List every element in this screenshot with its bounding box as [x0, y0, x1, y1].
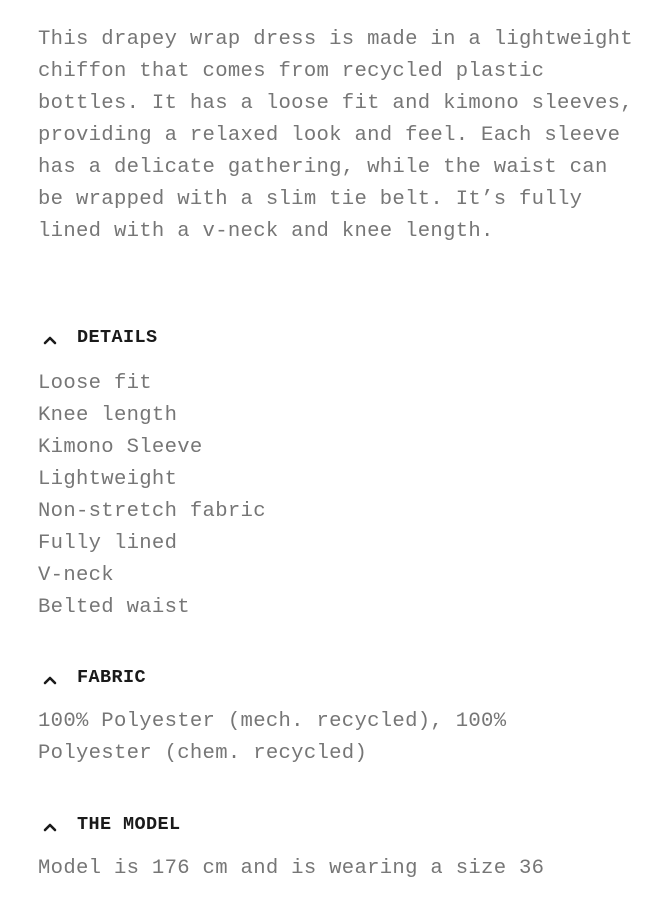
list-item: Kimono Sleeve [38, 436, 203, 459]
details-list [38, 368, 638, 624]
list-item: Belted waist [38, 596, 190, 619]
product-description: This drapey wrap dress is made in a lightweight chiffon that comes from recycled plastic bottles. It has a loose fit and kimono sleeves, providing a relaxed look and feel. Each sleeve has a delicate gathering, while the waist can be wrapped with a slim tie belt. It’s fully lined with a v-neck and knee length. [38, 28, 633, 243]
list-item: Non-stretch fabric [38, 500, 266, 523]
product-info [38, 24, 638, 880]
model-toggle[interactable] [38, 811, 638, 837]
details-section [38, 324, 638, 624]
fabric-composition: 100% Polyester (mech. recycled), 100% Polyester (chem. recycled) [38, 710, 507, 765]
model-size-info: Model is 176 cm and is wearing a size 36 [38, 857, 545, 880]
fabric-title: FABRIC [77, 666, 147, 688]
details-toggle[interactable] [38, 324, 638, 350]
fabric-section [38, 664, 638, 770]
chevron-up-icon [43, 675, 55, 685]
list-item: Fully lined [38, 532, 178, 555]
model-title: THE MODEL [77, 813, 181, 835]
list-item: Lightweight [38, 468, 178, 491]
chevron-up-icon [43, 335, 55, 345]
fabric-toggle[interactable] [38, 664, 638, 690]
chevron-up-icon [43, 822, 55, 832]
list-item: V-neck [38, 564, 114, 587]
list-item: Loose fit [38, 372, 152, 395]
list-item: Knee length [38, 404, 178, 427]
details-title: DETAILS [77, 326, 158, 348]
model-section [38, 811, 638, 885]
